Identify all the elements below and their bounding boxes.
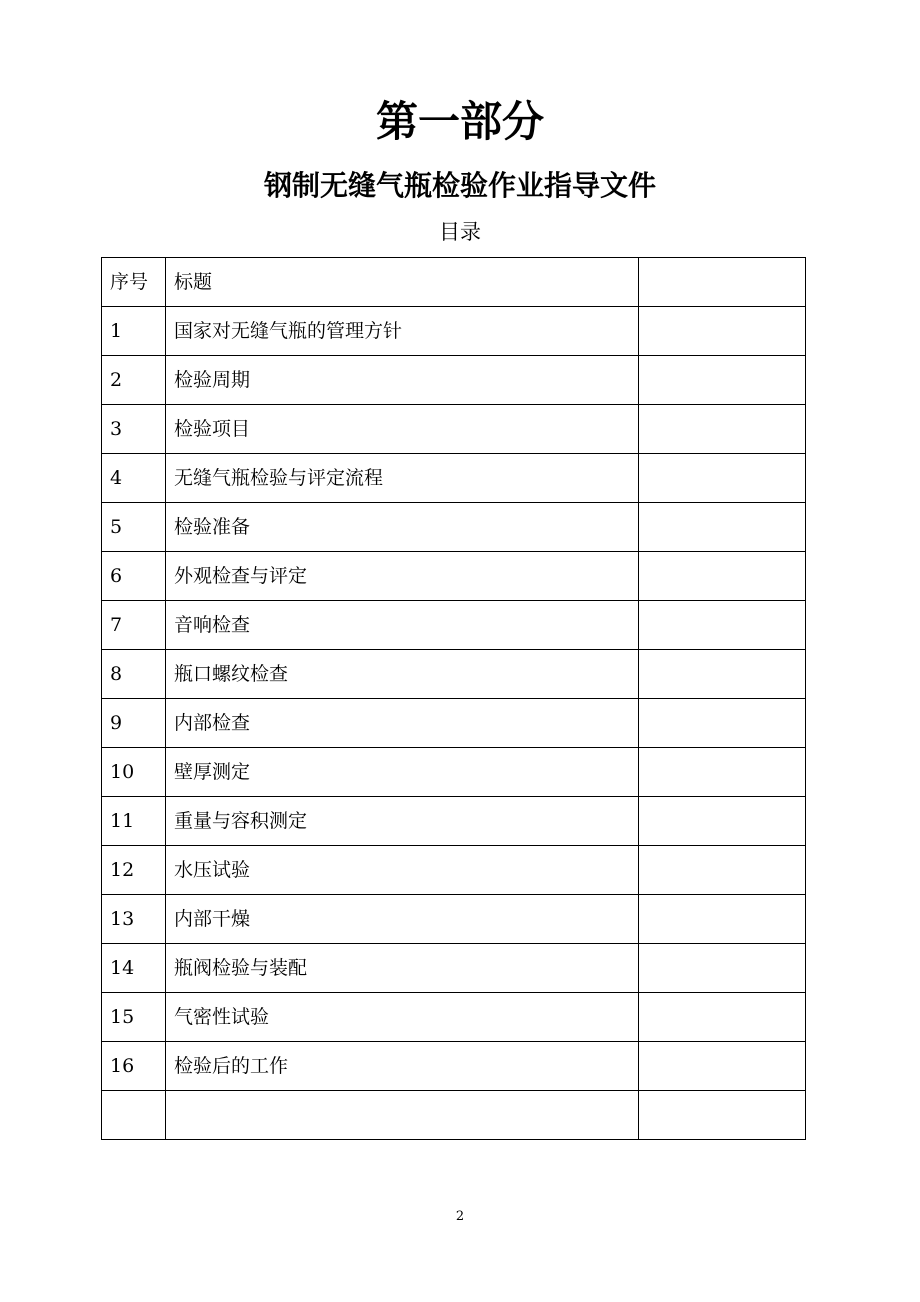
toc-row-title bbox=[166, 1091, 639, 1140]
toc-row-number: 5 bbox=[102, 503, 166, 552]
toc-row-number: 2 bbox=[102, 356, 166, 405]
toc-row-number: 16 bbox=[102, 1042, 166, 1091]
toc-row-page bbox=[639, 846, 806, 895]
part-title: 第一部分 bbox=[375, 97, 544, 146]
table-row bbox=[102, 944, 806, 993]
toc-header-page bbox=[639, 258, 806, 307]
toc-row-number: 9 bbox=[102, 699, 166, 748]
toc-row-number: 4 bbox=[102, 454, 166, 503]
toc-row-page bbox=[639, 993, 806, 1042]
toc-row-number: 10 bbox=[102, 748, 166, 797]
toc-row-title: 国家对无缝气瓶的管理方针 bbox=[166, 307, 639, 356]
toc-row-page bbox=[639, 1091, 806, 1140]
toc-row-title: 检验准备 bbox=[166, 503, 639, 552]
toc-row-number bbox=[102, 1091, 166, 1140]
toc-row-page bbox=[639, 748, 806, 797]
toc-row-page bbox=[639, 1042, 806, 1091]
table-row bbox=[102, 895, 806, 944]
toc-row-number: 1 bbox=[102, 307, 166, 356]
toc-header-row bbox=[102, 258, 806, 307]
table-row bbox=[102, 650, 806, 699]
table-row bbox=[102, 993, 806, 1042]
toc-row-page bbox=[639, 797, 806, 846]
page-number: 2 bbox=[455, 1209, 465, 1224]
toc-header-title: 标题 bbox=[166, 258, 639, 307]
table-row bbox=[102, 405, 806, 454]
toc-row-title: 内部检查 bbox=[166, 699, 639, 748]
table-row bbox=[102, 307, 806, 356]
toc-row-number: 12 bbox=[102, 846, 166, 895]
toc-row-number: 11 bbox=[102, 797, 166, 846]
toc-row-page bbox=[639, 552, 806, 601]
toc-row-title: 检验周期 bbox=[166, 356, 639, 405]
table-row bbox=[102, 846, 806, 895]
toc-row-title: 壁厚测定 bbox=[166, 748, 639, 797]
toc-row-page bbox=[639, 503, 806, 552]
toc-row-number: 8 bbox=[102, 650, 166, 699]
toc-row-title: 内部干燥 bbox=[166, 895, 639, 944]
toc-row-page bbox=[639, 650, 806, 699]
toc-row-page bbox=[639, 699, 806, 748]
toc-row-page bbox=[639, 307, 806, 356]
table-row bbox=[102, 454, 806, 503]
table-row bbox=[102, 748, 806, 797]
toc-row-number: 7 bbox=[102, 601, 166, 650]
toc-row-title: 重量与容积测定 bbox=[166, 797, 639, 846]
toc-row-title: 水压试验 bbox=[166, 846, 639, 895]
toc-row-number: 15 bbox=[102, 993, 166, 1042]
toc-row-page bbox=[639, 405, 806, 454]
table-row bbox=[102, 1091, 806, 1140]
document-title: 钢制无缝气瓶检验作业指导文件 bbox=[263, 169, 656, 202]
toc-row-title: 检验项目 bbox=[166, 405, 639, 454]
toc-row-title: 无缝气瓶检验与评定流程 bbox=[166, 454, 639, 503]
table-row bbox=[102, 699, 806, 748]
toc-row-number: 13 bbox=[102, 895, 166, 944]
toc-row-page bbox=[639, 601, 806, 650]
table-row bbox=[102, 552, 806, 601]
toc-row-number: 3 bbox=[102, 405, 166, 454]
toc-row-title: 气密性试验 bbox=[166, 993, 639, 1042]
toc-row-page bbox=[639, 895, 806, 944]
toc-row-title: 外观检查与评定 bbox=[166, 552, 639, 601]
table-row bbox=[102, 503, 806, 552]
toc-row-page bbox=[639, 944, 806, 993]
toc-row-page bbox=[639, 356, 806, 405]
toc-header-number: 序号 bbox=[102, 258, 166, 307]
toc-row-number: 14 bbox=[102, 944, 166, 993]
table-row bbox=[102, 1042, 806, 1091]
toc-row-title: 瓶口螺纹检查 bbox=[166, 650, 639, 699]
table-row bbox=[102, 601, 806, 650]
table-row bbox=[102, 797, 806, 846]
toc-heading: 目录 bbox=[439, 220, 481, 244]
toc-table-body bbox=[102, 258, 806, 1140]
toc-table bbox=[101, 257, 806, 1140]
toc-row-title: 瓶阀检验与装配 bbox=[166, 944, 639, 993]
toc-row-title: 检验后的工作 bbox=[166, 1042, 639, 1091]
toc-row-number: 6 bbox=[102, 552, 166, 601]
table-row bbox=[102, 356, 806, 405]
toc-row-title: 音响检查 bbox=[166, 601, 639, 650]
toc-row-page bbox=[639, 454, 806, 503]
